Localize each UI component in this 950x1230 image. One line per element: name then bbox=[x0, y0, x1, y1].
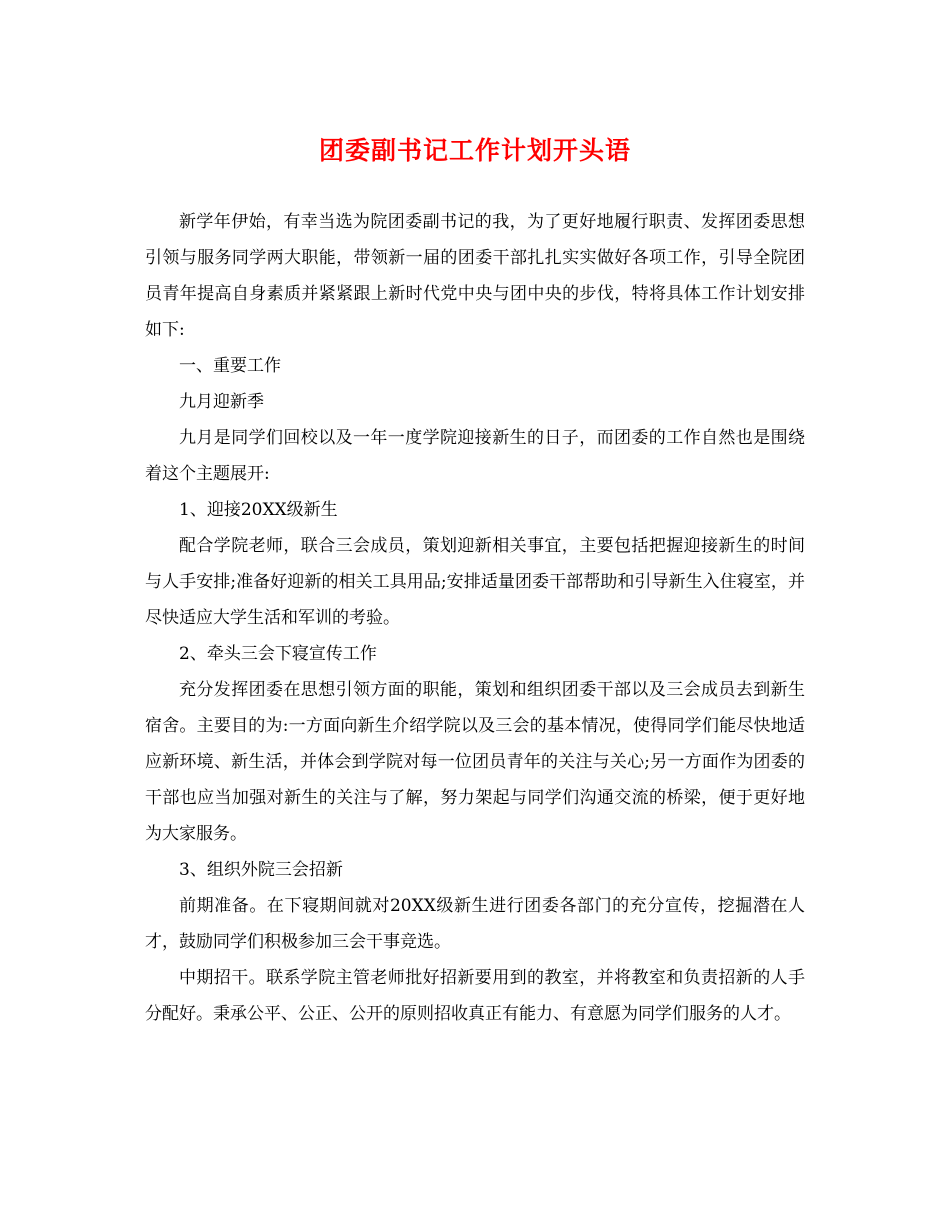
document-title: 团委副书记工作计划开头语 bbox=[318, 136, 631, 165]
paragraph-item-2: 充分发挥团委在思想引领方面的职能，策划和组织团委干部以及三会成员去到新生宿舍。主要目的为:一方面向新生介绍学院以及三会的基本情况，使得同学们能尽快地适应新环境、新生活，并体会到学院对每一位团员青年的关注与关心;另一方面作为团委的干部也应当加强对新生的关注与了解，努力架起与同学们沟通交流的桥梁，便于更好地为大家服务。 bbox=[145, 680, 805, 844]
heading-important-work: 一、重要工作 bbox=[179, 356, 281, 376]
paragraph-item-1: 配合学院老师，联合三会成员，策划迎新相关事宜，主要包括把握迎接新生的时间与人手安排;准备好迎新的相关工具用品;安排适量团委干部帮助和引导新生入住寝室，并尽快适应大学生活和军训的考验。 bbox=[145, 536, 805, 628]
heading-item-2: 2、牵头三会下寝宣传工作 bbox=[179, 644, 377, 664]
paragraph-recruitment: 中期招干。联系学院主管老师批好招新要用到的教室，并将教室和负责招新的人手分配好。秉承公平、公正、公开的原则招收真正有能力、有意愿为同学们服务的人才。 bbox=[145, 968, 805, 1024]
heading-item-3: 3、组织外院三会招新 bbox=[179, 860, 343, 880]
paragraph-intro: 新学年伊始，有幸当选为院团委副书记的我，为了更好地履行职责、发挥团委思想引领与服务同学两大职能，带领新一届的团委干部扎扎实实做好各项工作，引导全院团员青年提高自身素质并紧紧跟上新时代党中央与团中央的步伐，特将具体工作计划安排如下: bbox=[145, 212, 805, 340]
document-body bbox=[145, 204, 805, 1032]
heading-item-1: 1、迎接20XX级新生 bbox=[179, 500, 338, 520]
paragraph-september: 九月是同学们回校以及一年一度学院迎接新生的日子，而团委的工作自然也是围绕着这个主题展开: bbox=[145, 428, 805, 484]
paragraph-preparation: 前期准备。在下寝期间就对20XX级新生进行团委各部门的充分宣传，挖掘潜在人才，鼓励同学们积极参加三会干事竞选。 bbox=[145, 896, 805, 952]
heading-september: 九月迎新季 bbox=[179, 392, 264, 412]
